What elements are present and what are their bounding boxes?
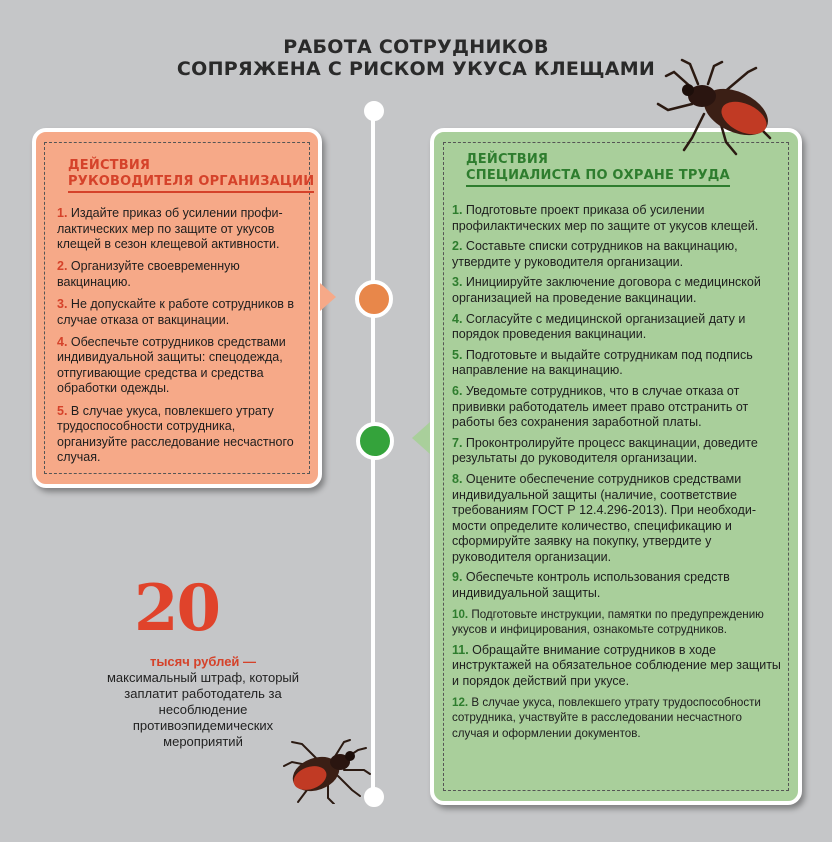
manager-actions-list xyxy=(57,206,305,472)
item-text: Подготовьте инструкции, памятки по предупреждению укусов и инфицирования, ознакомьте сотрудников. xyxy=(452,607,764,637)
fine-unit: тысяч рублей xyxy=(149,654,240,669)
card-pointer xyxy=(320,283,336,311)
list-item xyxy=(452,275,782,306)
item-number: 9. xyxy=(452,570,463,585)
list-item xyxy=(57,297,305,328)
item-number: 10. xyxy=(452,607,469,621)
list-item xyxy=(452,384,782,431)
list-item xyxy=(452,203,782,234)
list-item xyxy=(57,206,305,253)
fine-dash: — xyxy=(239,654,257,669)
item-number: 2. xyxy=(452,239,463,254)
item-number: 11. xyxy=(452,642,469,657)
timeline-green-marker xyxy=(356,422,394,460)
item-text: Обеспечьте сотрудников средствами индивидуальной защиты: спецодежда, отпугивающие средства и средства обработки одежды. xyxy=(57,334,286,396)
item-text: В случае укуса, повлекшего утрату трудоспособности сотрудника, участвуйте в расследовании несчастного случая и оформлении документов. xyxy=(452,695,761,740)
item-number: 4. xyxy=(452,311,463,326)
fine-text: максимальный штраф, который заплатит работодатель за несоблюдение противоэпидемических мероприятий xyxy=(106,670,300,749)
item-text: Подготовьте и выдайте сотрудникам под подпись направление на вакцинацию. xyxy=(452,347,753,378)
list-item xyxy=(452,348,782,379)
item-number: 1. xyxy=(57,206,68,220)
item-text: Не допускайте к работе сотрудников в случае отказа от вакцинации. xyxy=(57,296,295,327)
item-text: Обращайте внимание сотрудников в ходе инструктажей на обязательное соблюдение мер защиты и порядок действий при укусе. xyxy=(452,642,781,689)
list-item xyxy=(57,404,305,466)
item-text: Издайте приказ об усилении профи-лактических мер по защите от укусов клещей в сезон клещевой активности. xyxy=(57,206,283,252)
safety-specialist-list xyxy=(452,203,782,746)
item-number: 3. xyxy=(452,275,463,290)
heading-line-2: СПЕЦИАЛИСТА ПО ОХРАНЕ ТРУДА xyxy=(466,168,730,187)
item-number: 7. xyxy=(452,435,463,450)
item-text: Инициируйте заключение договора с медицинской организацией на проведение вакцинации. xyxy=(452,275,761,305)
list-item xyxy=(452,607,782,638)
list-item xyxy=(57,335,305,397)
item-text: Согласуйте с медицинской организацией дату и порядок проведения вакцинации. xyxy=(452,311,746,342)
manager-actions-heading xyxy=(68,158,314,193)
fine-description xyxy=(98,654,308,750)
fine-amount: 20 xyxy=(134,571,220,646)
item-text: Проконтролируйте процесс вакцинации, доведите результаты до руководителя организации. xyxy=(452,435,758,466)
list-item xyxy=(452,472,782,566)
item-number: 8. xyxy=(452,471,463,486)
list-item xyxy=(57,259,305,290)
item-text: В случае укуса, повлекшего утрату трудоспособности сотрудника, организуйте расследование несчастного случая. xyxy=(57,403,294,465)
item-text: Подготовьте проект приказа об усилении профилактических мер по защите от укусов клещей. xyxy=(452,203,759,233)
item-number: 5. xyxy=(452,347,463,362)
item-text: Организуйте своевременную вакцинацию. xyxy=(57,259,240,289)
item-number: 2. xyxy=(57,259,68,274)
heading-line-1: ДЕЙСТВИЯ xyxy=(68,158,151,173)
item-number: 4. xyxy=(57,334,68,349)
list-item xyxy=(452,436,782,467)
title-line-1: РАБОТА СОТРУДНИКОВ xyxy=(283,36,549,58)
list-item xyxy=(452,570,782,601)
heading-line-1: ДЕЙСТВИЯ xyxy=(466,152,549,167)
item-number: 12. xyxy=(452,695,469,709)
tick-illustration xyxy=(652,58,776,156)
item-text: Уведомьте сотрудников, что в случае отказа от прививки работодатель имеет право отстранить от работы без сохранения заработной платы. xyxy=(452,383,749,430)
card-pointer xyxy=(412,422,430,454)
heading-line-2: РУКОВОДИТЕЛЯ ОРГАНИЗАЦИИ xyxy=(68,174,314,193)
item-text: Обеспечьте контроль использования средств индивидуальной защиты. xyxy=(452,570,730,601)
list-item xyxy=(452,312,782,343)
tick-illustration xyxy=(282,732,372,804)
item-text: Оцените обеспечение сотрудников средствами индивидуальной защиты (наличие, соответствие требованиям ГОСТ Р 12.4.296-2013). При необходи-мости определите количество, спецификацию и сформируйте заявку на покупку, утвердите у руководителя организации. xyxy=(452,471,756,564)
item-number: 3. xyxy=(57,296,68,311)
item-text: Составьте списки сотрудников на вакцинацию, утвердите у руководителя организации. xyxy=(452,239,738,269)
timeline-start-dot xyxy=(364,101,384,121)
list-item xyxy=(452,643,782,690)
title-line-2: СОПРЯЖЕНА С РИСКОМ УКУСА КЛЕЩАМИ xyxy=(176,58,656,80)
item-number: 1. xyxy=(452,203,463,217)
item-number: 6. xyxy=(452,383,463,398)
safety-specialist-heading xyxy=(466,152,730,187)
timeline-orange-marker xyxy=(355,280,393,318)
list-item xyxy=(452,695,782,742)
item-number: 5. xyxy=(57,403,68,418)
list-item xyxy=(452,239,782,270)
